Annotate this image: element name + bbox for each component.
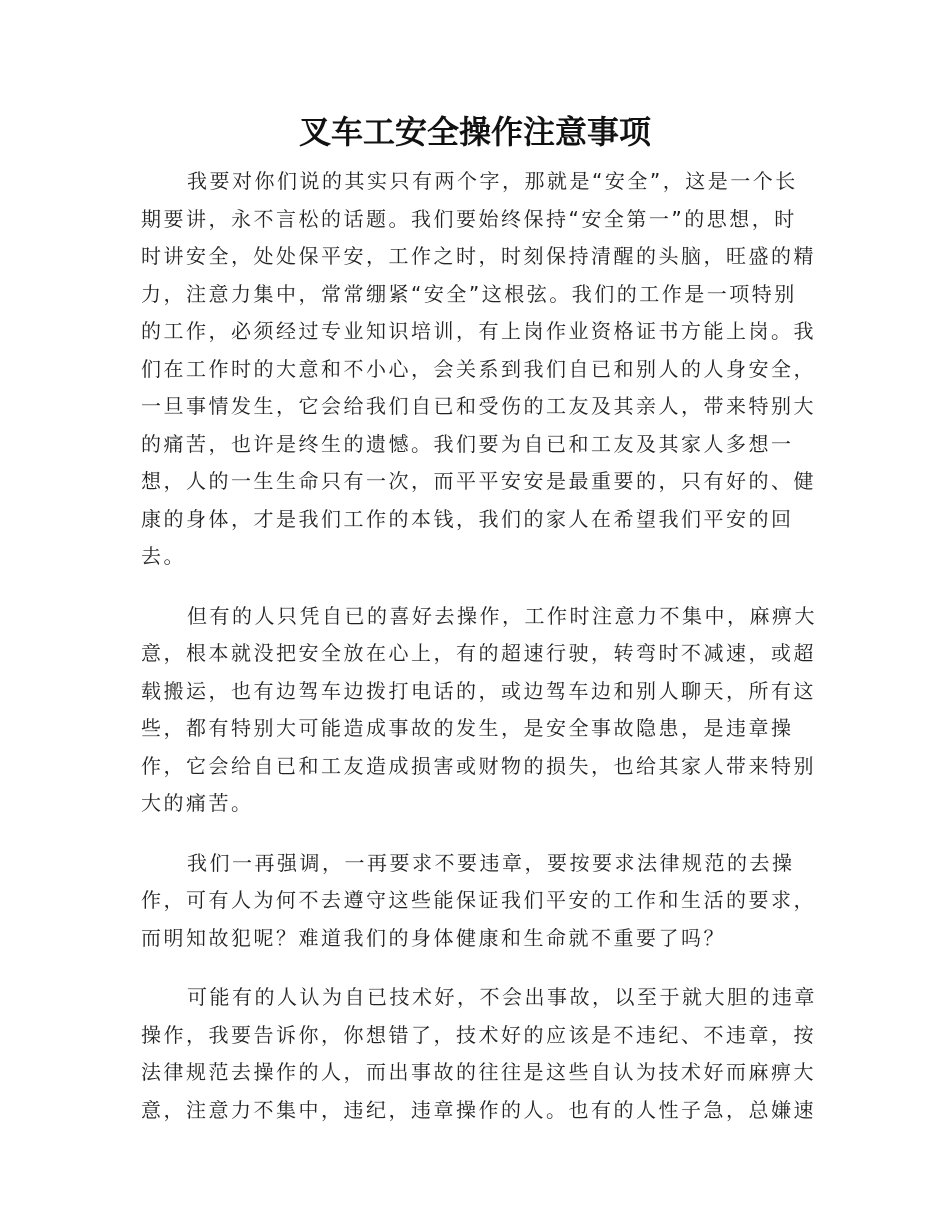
paragraph-4	[141, 979, 817, 1129]
text-line: 而明知故犯呢？难道我们的身体健康和生命就不重要了吗？	[141, 925, 726, 950]
text-line: 作，它会给自已和工友造成损害或财物的损失，也给其家人带来特别	[141, 753, 816, 778]
text-line: 时讲安全，处处保平安，工作之时，时刻保持清醒的头脑，旺盛的精	[141, 244, 816, 268]
paragraph-3	[141, 845, 816, 958]
paragraph-2	[141, 598, 817, 823]
text-line: 期要讲，永不言松的话题。我们要始终保持“安全第一”的思想，时	[141, 206, 797, 231]
text-line: 去。	[141, 544, 186, 568]
text-line: 意，根本就没把安全放在心上，有的超速行驶，转弯时不减速，或超	[141, 641, 816, 665]
text-line: 想，人的一生生命只有一次，而平平安安是最重要的，只有好的、健	[141, 469, 816, 493]
document-title: 叉车工安全操作注意事项	[298, 113, 651, 151]
text-line: 意，注意力不集中，违纪，违章操作的人。也有的人性子急，总嫌速	[141, 1097, 816, 1122]
text-line: 但有的人只凭自已的喜好去操作，工作时注意力不集中，麻痹大	[187, 603, 817, 628]
text-line: 力，注意力集中，常常绷紧“安全”这根弦。我们的工作是一项特别	[141, 281, 797, 306]
text-line: 大的痛苦。	[141, 791, 254, 815]
text-line: 康的身体，才是我们工作的本钱，我们的家人在希望我们平安的回	[141, 506, 794, 531]
document-body	[141, 163, 817, 1151]
text-line: 的工作，必须经过专业知识培训，有上岗作业资格证书方能上岗。我	[141, 319, 816, 343]
text-line: 一旦事情发生，它会给我们自已和受伤的工友及其亲人，带来特别大	[141, 394, 816, 418]
text-line: 我要对你们说的其实只有两个字，那就是“安全”，这是一个长	[187, 169, 798, 193]
text-line: 作，可有人为何不去遵守这些能保证我们平安的工作和生活的要求，	[141, 888, 816, 912]
text-line: 的痛苦，也许是终生的遗憾。我们要为自已和工友及其家人多想一	[141, 431, 794, 456]
text-line: 法律规范去操作的人，而出事故的往往是这些自认为技术好而麻痹大	[141, 1060, 816, 1084]
text-line: 些，都有特别大可能造成事故的发生，是安全事故隐患，是违章操	[141, 716, 794, 740]
paragraph-1	[141, 163, 816, 576]
text-line: 可能有的人认为自已技术好，不会出事故，以至于就大胆的违章	[187, 985, 817, 1009]
text-line: 载搬运，也有边驾车边拨打电话的，或边驾车边和别人聊天，所有这	[141, 678, 816, 703]
text-line: 操作，我要告诉你，你想错了，技术好的应该是不违纪、不违章，按	[141, 1022, 816, 1047]
text-line: 我们一再强调，一再要求不要违章，要按要求法律规范的去操	[187, 850, 795, 875]
text-line: 们在工作时的大意和不小心，会关系到我们自已和别人的人身安全，	[141, 356, 816, 381]
